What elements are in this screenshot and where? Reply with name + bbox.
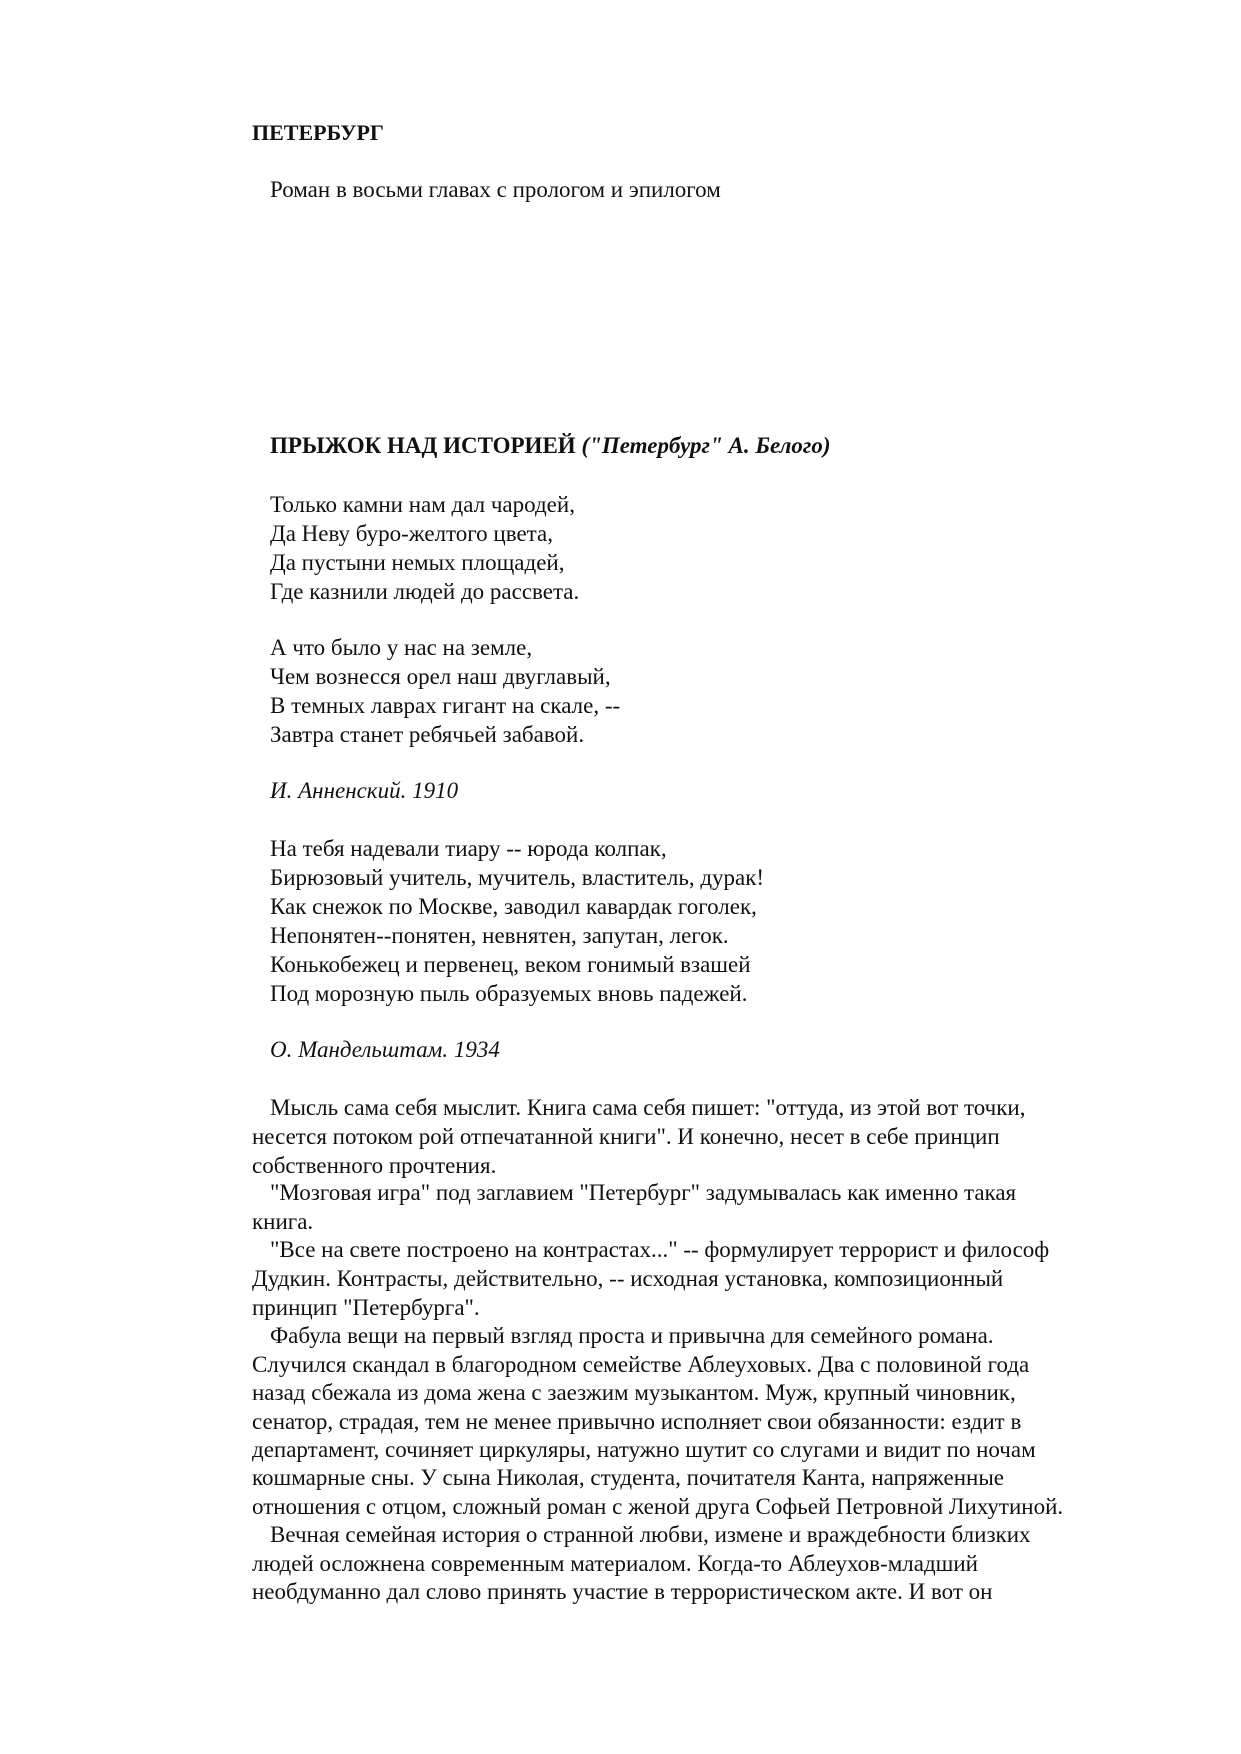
epigraph2-line: Под морозную пыль образуемых вновь падежей. [270, 981, 748, 1006]
document-title: ПЕТЕРБУРГ [252, 120, 384, 145]
epigraph1-author: И. Анненский. 1910 [270, 778, 459, 803]
epigraph1-line: Да Неву буро-желтого цвета, [270, 521, 553, 546]
body-line: "Все на свете построено на контрастах..." -- формулирует террорист и философ [270, 1237, 1050, 1262]
document-subtitle: Роман в восьми главах с прологом и эпилогом [270, 177, 721, 202]
epigraph1-line: Завтра станет ребячьей забавой. [270, 722, 585, 747]
epigraph1-line: Чем вознесся орел наш двуглавый, [270, 664, 611, 689]
body-line: Мысль сама себя мыслит. Книга сама себя пишет: "оттуда, из этой вот точки, [270, 1095, 1026, 1120]
essay-heading-main: ПРЫЖОК НАД ИСТОРИЕЙ [270, 433, 576, 458]
essay-heading [270, 431, 831, 460]
body-line: Вечная семейная история о странной любви, измене и враждебности близких [270, 1522, 1031, 1547]
body-line: собственного прочтения. [252, 1153, 497, 1178]
body-line: "Мозговая игра" под заглавием "Петербург" задумывалась как именно такая [270, 1180, 1017, 1205]
body-line: назад сбежала из дома жена с заезжим музыкантом. Муж, крупный чиновник, [252, 1380, 1016, 1405]
epigraph2-line: Непонятен--понятен, невнятен, запутан, легок. [270, 923, 729, 948]
epigraph1-line: В темных лаврах гигант на скале, -- [270, 693, 621, 718]
body-line: Дудкин. Контрасты, действительно, -- исходная установка, композиционный [252, 1266, 1004, 1291]
body-line: принцип "Петербурга". [252, 1295, 480, 1320]
epigraph2-line: На тебя надевали тиару -- юрода колпак, [270, 836, 667, 861]
body-line: сенатор, страдая, тем не менее привычно исполняет свои обязанности: ездит в [252, 1409, 1022, 1434]
epigraph1-line: Где казнили людей до рассвета. [270, 579, 580, 604]
epigraph2-line: Бирюзовый учитель, мучитель, властитель, дурак! [270, 865, 765, 890]
body-line: необдуманно дал слово принять участие в террористическом акте. И вот он [252, 1579, 993, 1604]
body-line: департамент, сочиняет циркуляры, натужно шутит со слугами и видит по ночам [252, 1437, 1036, 1462]
body-line: несется потоком рой отпечатанной книги". И конечно, несет в себе принцип [252, 1124, 1000, 1149]
body-line: отношения с отцом, сложный роман с женой друга Софьей Петровной Лихутиной. [252, 1494, 1064, 1519]
body-line: кошмарные сны. У сына Николая, студента, почитателя Канта, напряженные [252, 1465, 1005, 1490]
epigraph2-line: Как снежок по Москве, заводил кавардак гоголек, [270, 894, 757, 919]
epigraph1-line: Только камни нам дал чародей, [270, 492, 575, 517]
body-line: людей осложнена современным материалом. Когда-то Аблеухов-младший [252, 1551, 978, 1576]
essay-heading-sub: ("Петербург" А. Белого) [581, 433, 831, 458]
body-line: Фабула вещи на первый взгляд проста и привычна для семейного романа. [270, 1323, 994, 1348]
epigraph1-line: Да пустыни немых площадей, [270, 550, 565, 575]
epigraph2-line: Конькобежец и первенец, веком гонимый взашей [270, 952, 751, 977]
body-line: книга. [252, 1209, 314, 1234]
epigraph2-author: О. Мандельштам. 1934 [270, 1037, 500, 1062]
body-line: Случился скандал в благородном семействе Аблеуховых. Два с половиной года [252, 1352, 1030, 1377]
epigraph1-line: А что было у нас на земле, [270, 635, 533, 660]
